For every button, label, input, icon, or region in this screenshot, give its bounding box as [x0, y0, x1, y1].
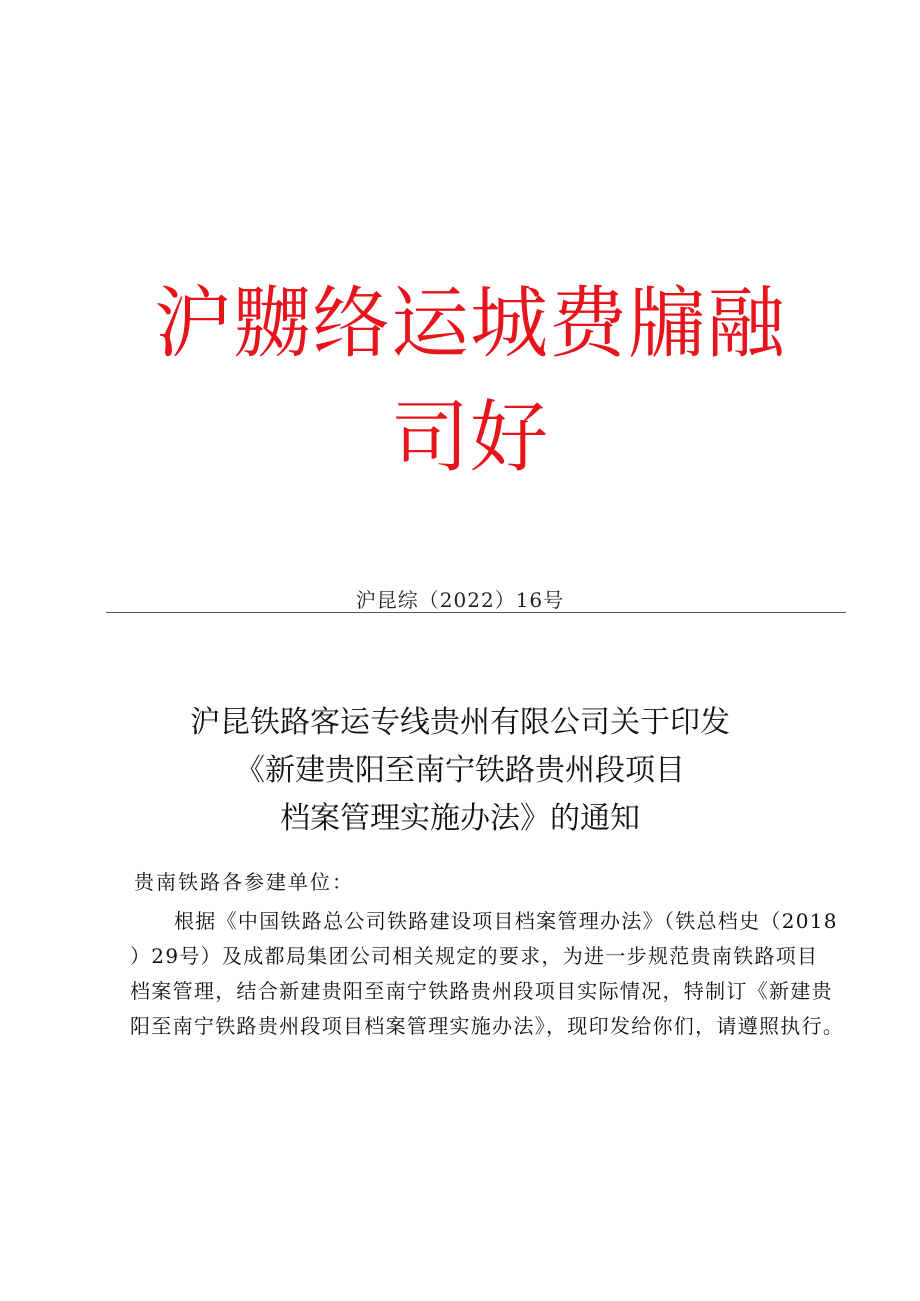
salutation: 贵南铁路各参建单位： [134, 870, 354, 894]
body-paragraph [130, 904, 850, 1044]
document-title [0, 699, 920, 843]
body-line-4: 阳至南宁铁路贵州段项目档案管理实施办法》，现印发给你们，请遵照执行。 [130, 1014, 845, 1038]
body-line-1: 根据《中国铁路总公司铁路建设项目档案管理办法》（铁总档史（2018 [174, 909, 838, 933]
document-number: 沪昆综（2022）16号 [355, 588, 565, 612]
body-line-3: 档案管理，结合新建贵阳至南宁铁路贵州段项目实际情况，特制订《新建贵 [130, 979, 833, 1003]
header-divider [106, 612, 846, 613]
document-title-line-2: 《新建贵阳至南宁铁路贵州段项目 [235, 753, 685, 788]
document-title-line-1: 沪昆铁路客运专线贵州有限公司关于印发 [190, 705, 730, 740]
red-header-line-1: 沪嬲络运城费牖融 [153, 279, 786, 369]
body-line-2: ）29号）及成都局集团公司相关规定的要求，为进一步规范贵南铁路项目 [130, 944, 819, 968]
document-title-line-3: 档案管理实施办法》的通知 [280, 801, 640, 836]
red-header-line-2: 司好 [390, 393, 549, 483]
